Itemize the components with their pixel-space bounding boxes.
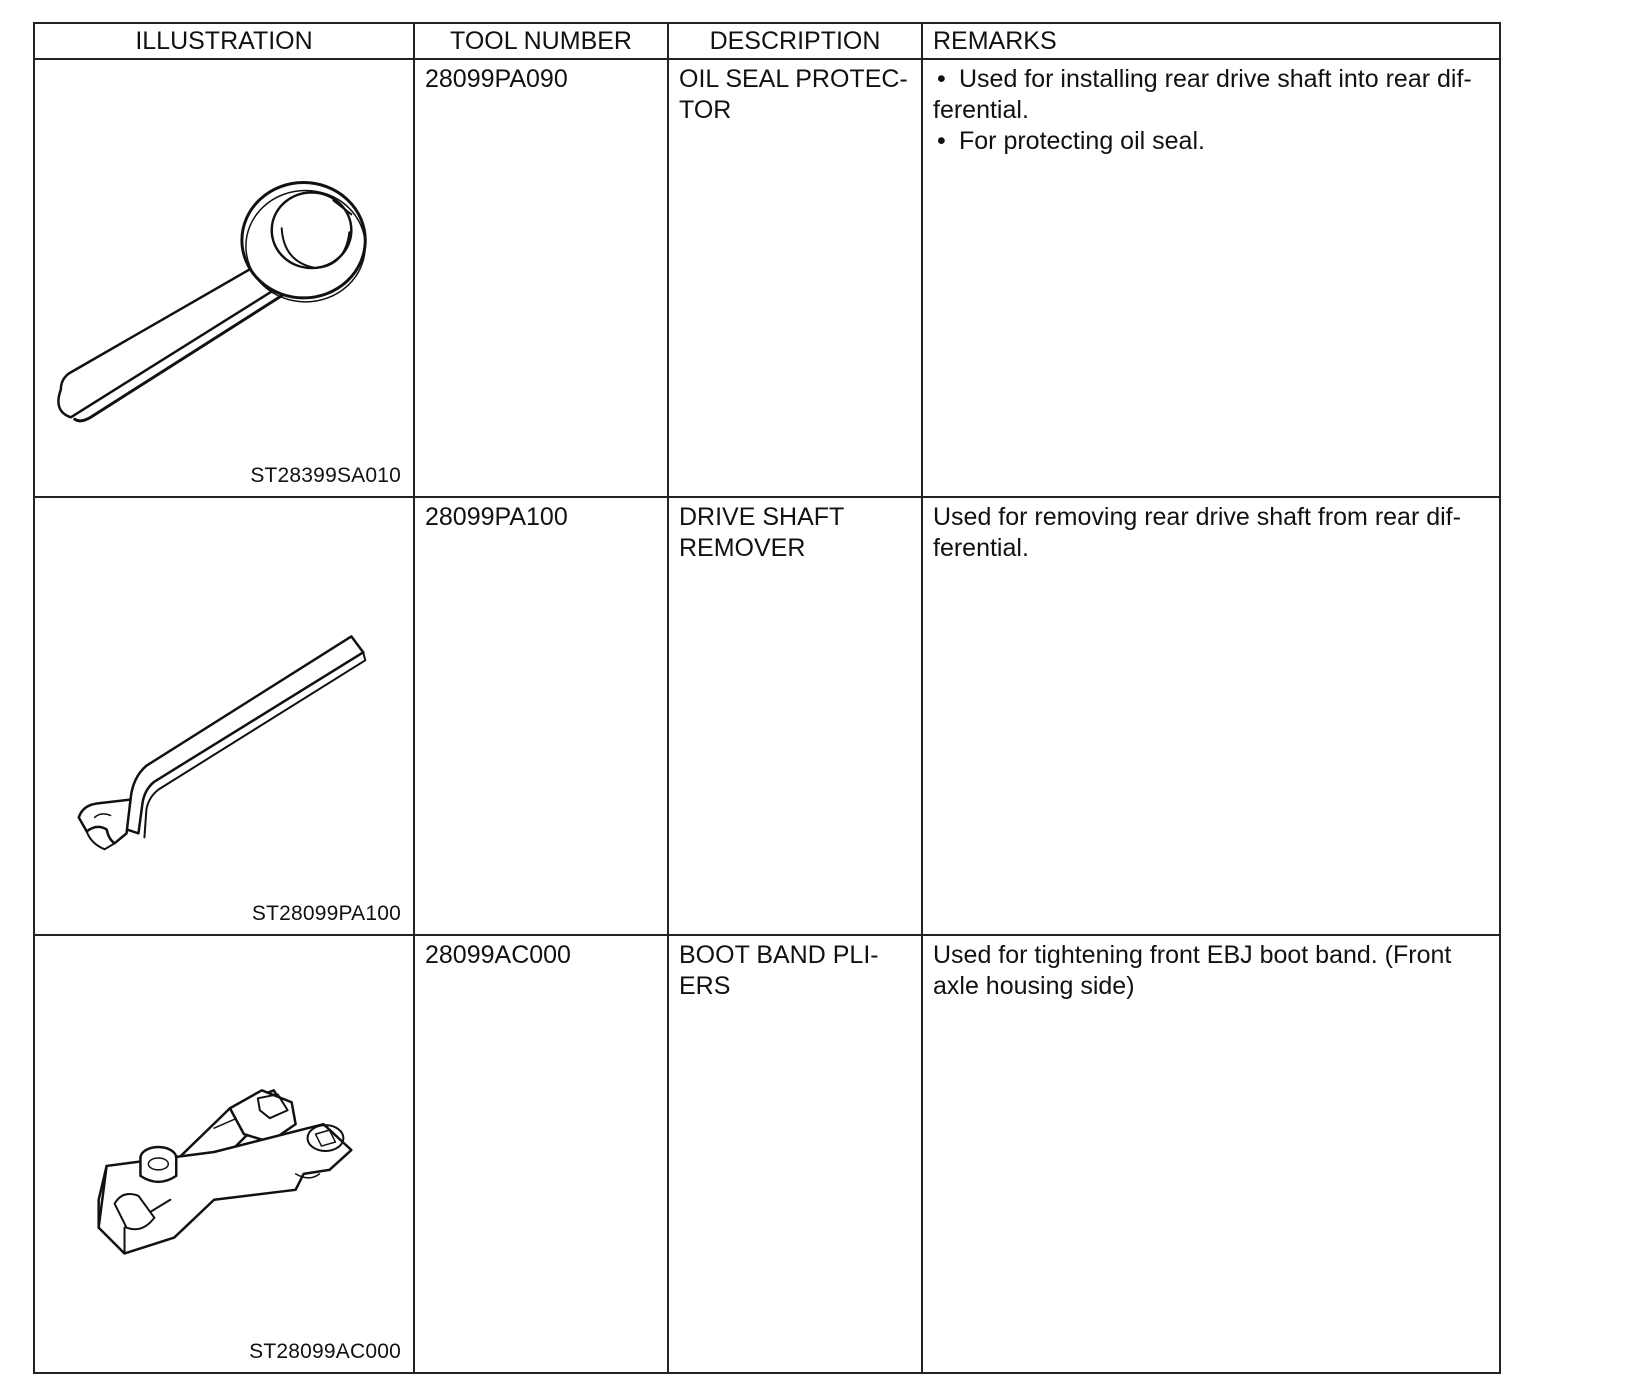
remark-line: • Used for installing rear drive shaft into rear dif- — [959, 65, 1472, 93]
header-remarks: REMARKS — [922, 23, 1500, 59]
tool-number-cell — [414, 935, 668, 1373]
description-line: TOR — [679, 96, 732, 124]
oil-seal-protector-drawing — [35, 60, 413, 496]
tool-number-cell — [414, 59, 668, 497]
table-header-row — [34, 23, 1500, 59]
description-line: ERS — [679, 972, 731, 1000]
remark-bullet — [933, 64, 1489, 126]
remark-bullet — [933, 126, 1489, 157]
remark-line: Used for removing rear drive shaft from rear dif- — [933, 503, 1461, 531]
description-cell — [668, 59, 922, 497]
description-cell — [668, 935, 922, 1373]
illustration-code: ST28099AC000 — [249, 1340, 401, 1363]
header-illustration: ILLUSTRATION — [34, 23, 414, 59]
remarks-cell — [922, 497, 1500, 935]
description-line: REMOVER — [679, 534, 806, 562]
table-row — [34, 59, 1500, 497]
boot-band-pliers-drawing — [35, 936, 413, 1372]
remarks-cell — [922, 59, 1500, 497]
drive-shaft-remover-drawing — [35, 498, 413, 934]
header-description: DESCRIPTION — [668, 23, 922, 59]
tool-number: 28099AC000 — [425, 941, 571, 969]
remark-line: • For protecting oil seal. — [959, 127, 1205, 155]
remarks-cell — [922, 935, 1500, 1373]
illustration-code: ST28399SA010 — [250, 464, 401, 487]
remark-line: Used for tightening front EBJ boot band. (Front — [933, 941, 1452, 969]
description-cell — [668, 497, 922, 935]
tool-number: 28099PA100 — [425, 503, 568, 531]
tool-number: 28099PA090 — [425, 65, 568, 93]
tool-number-cell — [414, 497, 668, 935]
description-line: DRIVE SHAFT — [679, 503, 845, 531]
illustration-cell — [34, 935, 414, 1373]
remark-line: ferential. — [933, 534, 1029, 562]
special-tools-table — [33, 22, 1501, 1374]
illustration-cell — [34, 497, 414, 935]
table-row — [34, 497, 1500, 935]
table-row — [34, 935, 1500, 1373]
illustration-cell — [34, 59, 414, 497]
description-line: BOOT BAND PLI- — [679, 941, 879, 969]
remarks-list — [933, 64, 1489, 157]
remark-line: axle housing side) — [933, 972, 1135, 1000]
illustration-code: ST28099PA100 — [251, 902, 401, 925]
remark-line: ferential. — [933, 96, 1029, 124]
header-tool-number: TOOL NUMBER — [414, 23, 668, 59]
description-line: OIL SEAL PROTEC- — [679, 65, 908, 93]
